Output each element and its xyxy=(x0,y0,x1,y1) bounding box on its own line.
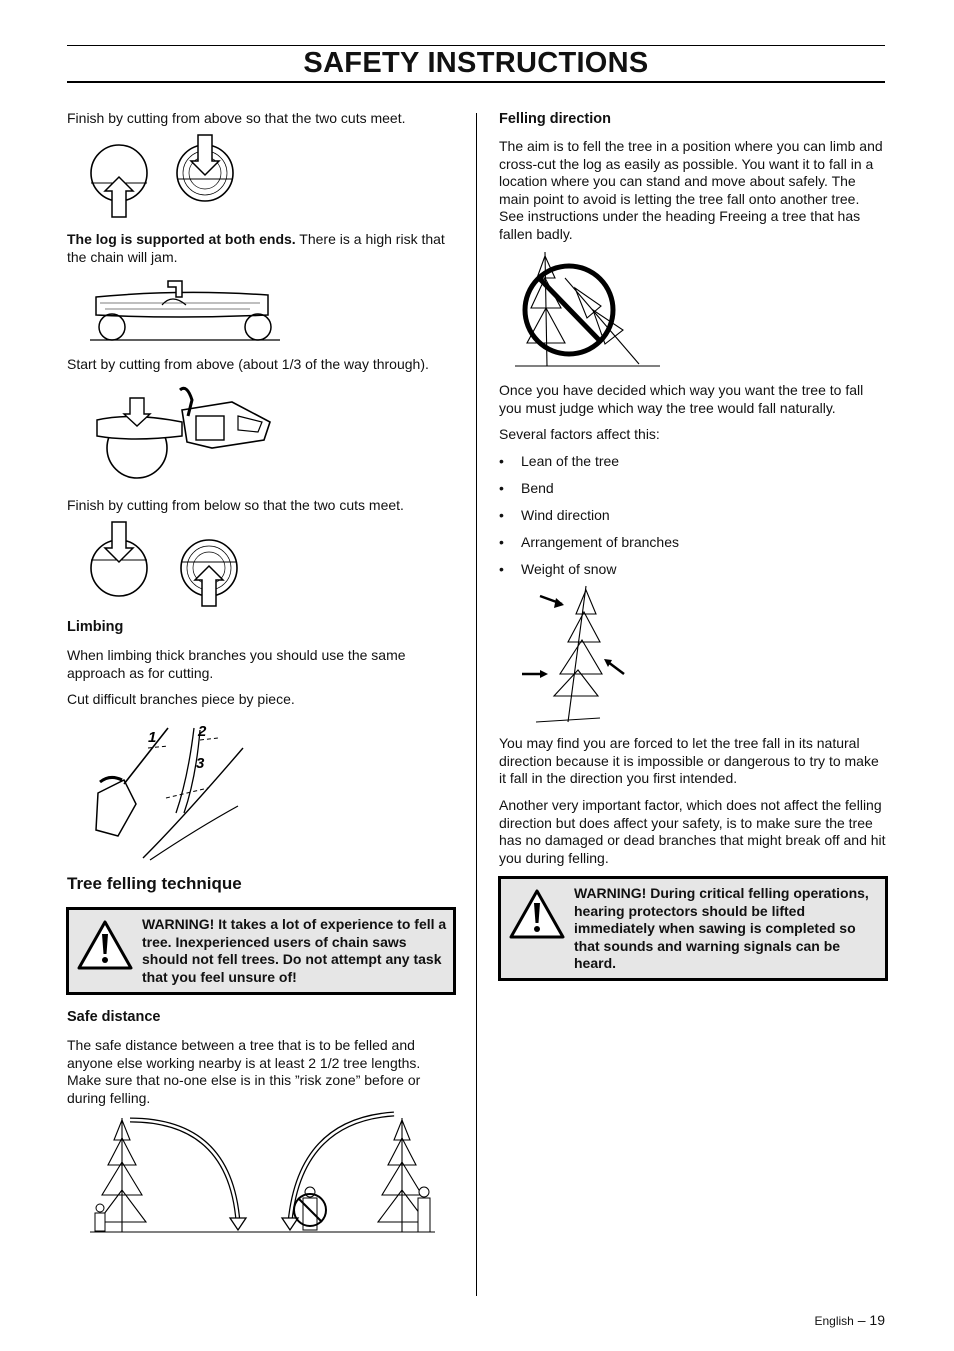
limbing-label-2: 2 xyxy=(198,723,207,740)
cut-from-above-illustration xyxy=(85,135,245,220)
log-supported-both-ends-illustration xyxy=(90,275,280,345)
paragraph-start-above: Start by cutting from above (about 1/3 of the way through). xyxy=(67,356,429,372)
limbing-illustration xyxy=(88,718,248,863)
log-supported-bold: The log is supported at both ends. xyxy=(67,231,296,247)
warning-box-experience xyxy=(66,907,456,995)
warning-text-experience: WARNING! It takes a lot of experience to fell a tree. Inexperienced users of chain saws should not fell trees. Do not attempt any task that you feel unsure of! xyxy=(142,916,447,985)
warning-text-hearing: WARNING! During critical felling operations, hearing protectors should be lifted immediately when sawing is completed so that sounds and warning signals can be heard. xyxy=(574,885,869,972)
felling-direction-paragraph: The aim is to fell the tree in a position where you can limb and cross-cut the log as easily as possible. You want it to fall in a location where you can stand and move about safely. The main point to avoid is letting the tree fall onto another tree. See instructions under the heading Freeing a tree that has fallen badly. xyxy=(499,138,883,242)
do-not-fell-onto-tree-illustration xyxy=(515,248,665,373)
limbing-label-3: 3 xyxy=(196,755,205,772)
dead-branches-paragraph: Another very important factor, which does not affect the felling direction but does affect your safety, is to make sure the tree has no damaged or dead branches that might break off and hit you during felling. xyxy=(499,797,886,866)
worker-center xyxy=(294,1187,326,1230)
page-title: SAFETY INSTRUCTIONS xyxy=(303,47,649,79)
forced-direction-paragraph: You may find you are forced to let the tree fall in its natural direction because it is impossible or dangerous to try to make it fall in the direction you first intended. xyxy=(499,735,879,786)
snow-arrow-icon xyxy=(608,662,624,674)
worker-left xyxy=(95,1204,105,1231)
limbing-heading: Limbing xyxy=(67,619,124,635)
safe-distance-illustration xyxy=(90,1110,440,1240)
header-rule-bottom xyxy=(67,81,885,83)
paragraph-finish-above: Finish by cutting from above so that the two cuts meet. xyxy=(67,110,406,126)
limbing-label-1: 1 xyxy=(148,729,157,746)
tree-icon xyxy=(554,586,602,722)
page-number: 19 xyxy=(869,1312,885,1328)
warning-triangle-icon xyxy=(77,920,133,970)
limbing-paragraph-1: When limbing thick branches you should use the same approach as for cutting. xyxy=(67,647,406,681)
footer-separator: – xyxy=(857,1312,866,1328)
safe-distance-heading: Safe distance xyxy=(67,1009,161,1025)
paragraph-log-supported xyxy=(67,231,457,266)
warning-triangle-icon xyxy=(509,889,565,939)
page-footer xyxy=(814,1312,885,1328)
footer-language: English xyxy=(814,1314,854,1328)
tree-forces-illustration xyxy=(520,584,630,726)
paragraph-finish-below: Finish by cutting from below so that the two cuts meet. xyxy=(67,497,404,513)
felling-direction-heading: Felling direction xyxy=(499,111,611,127)
warning-box-hearing xyxy=(498,876,888,981)
factors-intro: Several factors affect this: xyxy=(499,426,660,442)
cut-from-below-illustration xyxy=(85,518,245,610)
decide-paragraph: Once you have decided which way you want the tree to fall you must judge which way the tree would fall naturally. xyxy=(499,382,864,416)
column-divider xyxy=(476,113,477,1296)
worker-right xyxy=(418,1187,430,1232)
safe-distance-paragraph: The safe distance between a tree that is to be felled and anyone else working nearby is at least 2 1/2 tree lengths. Make sure that no-one else is in this ”risk zone” before or during felling. xyxy=(67,1037,421,1106)
tree-felling-heading: Tree felling technique xyxy=(67,874,242,893)
limbing-paragraph-2: Cut difficult branches piece by piece. xyxy=(67,691,295,707)
log-supported-rest: There is a high risk that the chain will jam. xyxy=(67,231,445,265)
chainsaw-cut-above-illustration xyxy=(92,380,277,485)
